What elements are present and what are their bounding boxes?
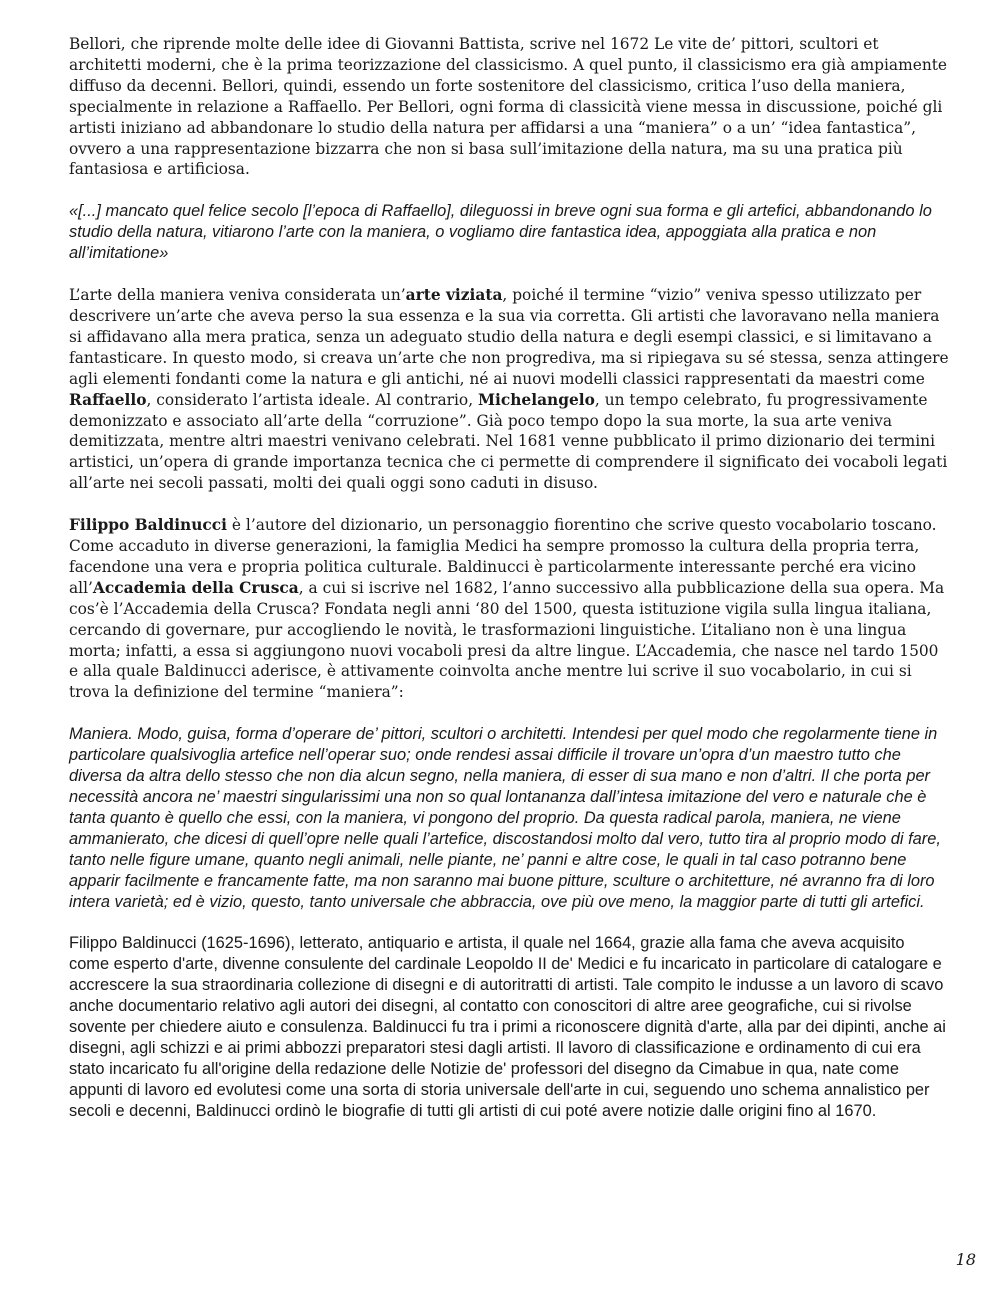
bold-term-arte-viziata: arte viziata bbox=[405, 286, 503, 305]
text-run: , a cui si iscrive nel 1682, l’anno successivo alla pubblicazione della sua opera. Ma cos’è l’Accademia della Crusca? Fondata negli anni ‘80 del 1500, questa istituzione vigila sulla lingua italiana, cercando di governare, pur accogliendo le novità, le trasformazioni linguistiche. L’italiano non è una lingua morta; infatti, a essa si aggiungono nuovi vocaboli presi da altre lingue. L’Accademia, che nasce nel tardo 1500 e alla quale Baldinucci aderisce, è attivamente coinvolta anche mentre lui scrive il suo vocabolario, in cui si trova la definizione del termine “maniera”: bbox=[69, 578, 945, 702]
paragraph-gap bbox=[69, 494, 949, 515]
page-number: 18 bbox=[955, 1250, 976, 1269]
paragraph-bellori: Bellori, che riprende molte delle idee di Giovanni Battista, scrive nel 1672 Le vite de’ pittori, scultori et architetti moderni, che è la prima teorizzazione del classicismo. A quel punto, il classicismo era già ampiamente diffuso da decenni. Bellori, quindi, essendo un forte sostenitore del classicismo, critica l’uso della maniera, specialmente in relazione a Raffaello. Per Bellori, ogni forma di classicità viene messa in discussione, poiché gli artisti iniziano ad abbandonare lo studio della natura per affidarsi a una “maniera” o a un’ “idea fantastica”, ovvero a una rappresentazione bizzarra che non si basa sull’imitazione della natura, ma su una pratica più fantasiosa e artificiosa. bbox=[69, 35, 948, 179]
text-run: è l’autore del dizionario, un personaggio fiorentino che scrive questo vocabolario toscano. Come accaduto in diverse generazioni, la famiglia Medici ha sempre promosso la cultura della propria terra, facendone una vera e propria politica culturale. Baldinucci è particolarmente interessante perché era vicino all’ bbox=[69, 516, 937, 597]
bold-term-raffaello: Raffaello bbox=[69, 390, 147, 409]
paragraph-gap bbox=[69, 912, 949, 933]
paragraph-gap bbox=[69, 180, 949, 201]
paragraph-baldinucci-biography: Filippo Baldinucci (1625-1696), letterato, antiquario e artista, il quale nel 1664, grazie alla fama che aveva acquisito come esperto d'arte, divenne consulente del cardinale Leopoldo II de' Medici e fu incaricato in particolare di catalogare e accrescere la sua straordinaria collezione di disegni e di autoritratti di artisti. Tale compito le indusse a un lavoro di scavo anche documentario relativo agli autori dei disegni, al contatto con conoscitori di altre aree geografiche, cui si rivolse sovente per chiedere aiuto e consulenza. Baldinucci fu tra i primi a riconoscere dignità d'arte, alla par dei dipinti, anche ai disegni, agli schizzi e ai primi abbozzi preparatori stesi dagli artisti. Il lavoro di classificazione e ordinamento di cui era stato incaricato fu all'origine della redazione delle Notizie de' professori del disegno da Cimabue in qua, nate come appunti di lavoro ed evolutesi come una sorta di storia universale dell'arte in cui, seguendo uno schema annalistico per secoli e decenni, Baldinucci ordinò le biografie di tutti gli artisti di cui poté avere notizie dalle origini fino al 1670. bbox=[69, 934, 946, 1120]
paragraph-baldinucci bbox=[69, 515, 949, 703]
text-run: L’arte della maniera veniva considerata un’ bbox=[69, 286, 406, 305]
quote-bellori: «[...] mancato quel felice secolo [l’epoca di Raffaello], dileguossi in breve ogni sua forma e gli artefici, abbandonando lo studio della natura, vitiarono l’arte con la maniera, o vogliamo dire fantastica idea, appoggiata alla pratica e non all’imitatione» bbox=[69, 202, 932, 263]
bold-term-michelangelo: Michelangelo bbox=[477, 390, 595, 409]
text-run: , considerato l’artista ideale. Al contrario, bbox=[146, 390, 478, 409]
bold-term-filippo-baldinucci: Filippo Baldinucci bbox=[69, 516, 228, 535]
paragraph-gap bbox=[69, 703, 949, 724]
text-run: , poiché il termine “vizio” veniva spesso utilizzato per descrivere un’arte che aveva perso la sua essenza e la sua via corretta. Gli artisti che lavoravano nella maniera si affidavano alla mera pratica, senza un adeguato studio della natura e degli esempi classici, e si limitavano a fantasticare. In questo modo, si creava un’arte che non progrediva, ma si ripiegava su sé stessa, senza attingere agli elementi fondanti come la natura e gli antichi, né ai nuovi modelli classici rappresentati da maestri come bbox=[69, 286, 949, 388]
paragraph-gap bbox=[69, 264, 949, 285]
document-page bbox=[69, 34, 949, 1122]
bold-term-accademia-crusca: Accademia della Crusca bbox=[92, 578, 299, 597]
text-run: , un tempo celebrato, fu progressivamente demonizzato e associato all’arte della “corruzione”. Già poco tempo dopo la sua morte, la sua arte veniva demitizzata, mentre altri maestri venivano celebrati. Nel 1681 venne pubblicato il primo dizionario dei termini artistici, un’opera di grande importanza tecnica che ci permette di comprendere il significato dei vocaboli legati all’arte nei secoli passati, molti dei quali oggi sono caduti in disuso. bbox=[69, 390, 948, 493]
quote-maniera-definition: Maniera. Modo, guisa, forma d’operare de’ pittori, scultori o architetti. Intendesi per quel modo che regolarmente tiene in particolare qualsivoglia artefice nell’operar suo; onde rendesi assai difficile il trovare un’opra d’un maestro tutto che diversa da altra dello stesso che non dia alcun segno, nella maniera, di esser di sua mano e non d’altri. Il che porta per necessità ancora ne’ maestri singularissimi una non so qual lontananza dall’intesa imitazione del vero e naturale che è tanta quanto è quello che essi, con la maniera, vi pongono del proprio. Da questa radical parola, maniera, ne viene ammanierato, che dicesi di quell’opre nelle quali l’artefice, discostandosi molto dal vero, tutto tira al proprio modo di fare, tanto nelle figure umane, quanto negli animali, nelle piante, ne’ panni e altre cose, le quali in tal caso potranno bene apparir facilmente e francamente fatte, ma non saranno mai buone pitture, sculture o architetture, né avranno fra di loro intera varietà; ed è vizio, questo, tanto universale che abbraccia, ove più ove meno, la maggior parte di tutti gli artefici. bbox=[69, 725, 941, 911]
paragraph-arte-viziata bbox=[69, 285, 949, 494]
